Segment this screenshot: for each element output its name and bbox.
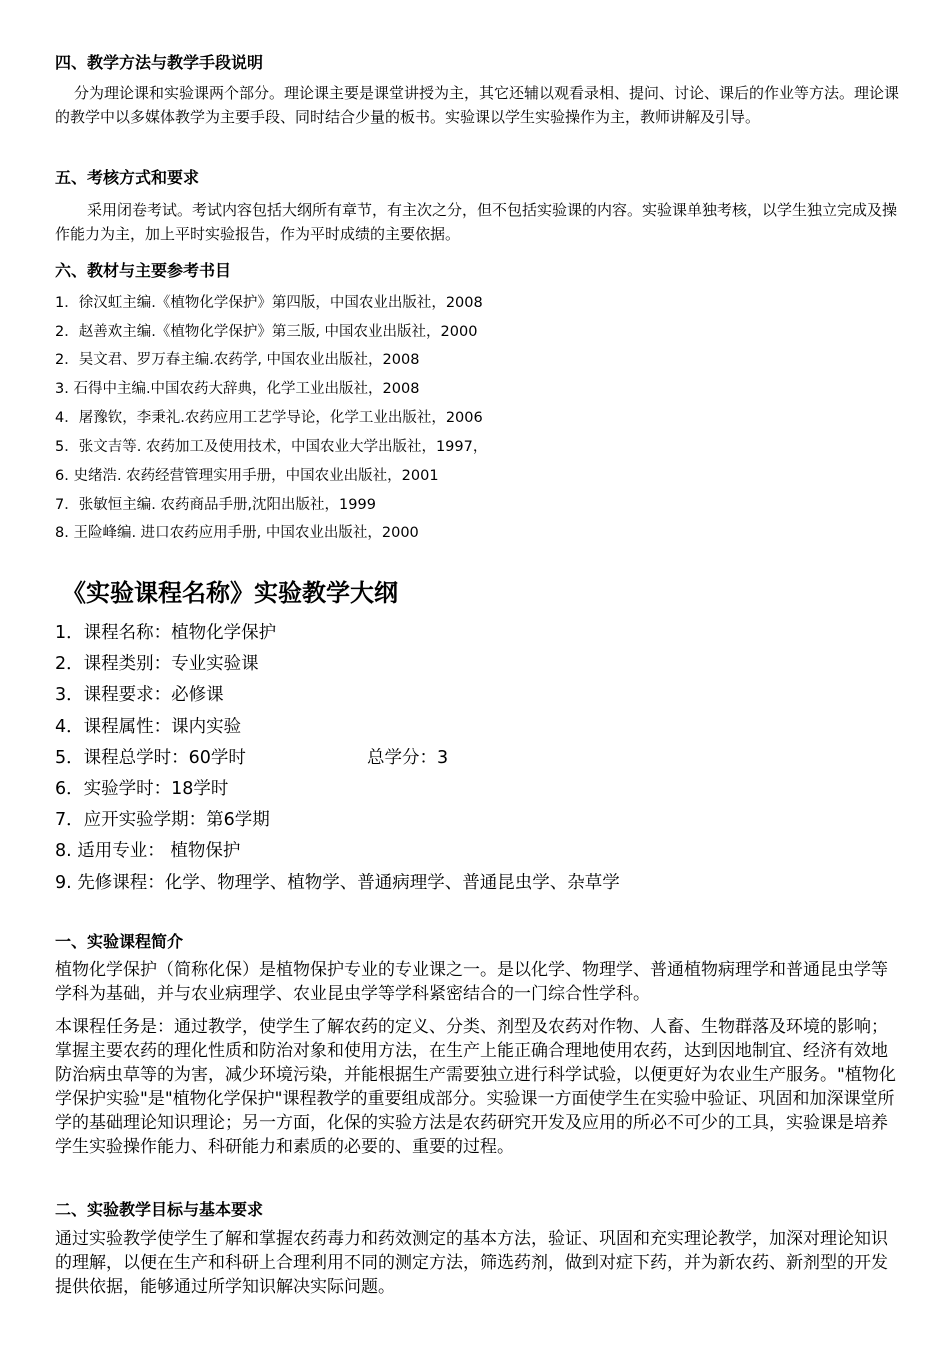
section5-paragraph: 采用闭卷考试。考试内容包括大纲所有章节，有主次之分，但不包括实验课的内容。实验课单独考核，以学生独立完成及操作能力为主，加上平时实验报告，作为平时成绩的主要依据。 [55,201,898,243]
outline-item: 7．应开实验学期：第6学期 [55,810,270,830]
lab-section1-paragraph1: 植物化学保护（简称化保）是植物保护专业的专业课之一。是以化学、物理学、普通植物病理学和普通昆虫学等学科为基础，并与农业病理学、农业昆虫学等学科紧密结合的一门综合性学科。 [55,960,888,1004]
outline-item: 6．实验学时：18学时 [55,779,229,799]
reference-item: 2．吴文君、罗万春主编.农药学, 中国农业出版社，2008 [55,352,420,368]
lab-outline-title: 《实验课程名称》实验教学大纲 [62,579,398,607]
reference-item: 7．张敏恒主编. 农药商品手册,沈阳出版社，1999 [55,497,376,513]
section6-heading: 六、教材与主要参考书目 [55,261,232,280]
outline-item: 3．课程要求：必修课 [55,685,224,705]
section4-paragraph: 分为理论课和实验课两个部分。理论课主要是课堂讲授为主，其它还辅以观看录相、提问、讨论、课后的作业等方法。理论课的教学中以多媒体教学为主要手段、同时结合少量的板书。实验课以学生实验操作为主，教师讲解及引导。 [55,84,900,126]
reference-item: 1．徐汉虹主编.《植物化学保护》第四版，中国农业出版社，2008 [55,295,483,311]
total-credits: 总学分：3 [367,748,449,768]
section4-heading: 四、教学方法与教学手段说明 [55,53,264,72]
reference-item: 4．屠豫钦，李秉礼.农药应用工艺学导论，化学工业出版社，2006 [55,410,483,426]
reference-item: 8. 王险峰编. 进口农药应用手册, 中国农业出版社，2000 [55,525,419,541]
reference-item: 2．赵善欢主编.《植物化学保护》第三版, 中国农业出版社，2000 [55,324,478,340]
outline-item-hours-row [55,744,555,769]
outline-item: 9. 先修课程：化学、物理学、植物学、普通病理学、普通昆虫学、杂草学 [55,873,620,893]
lab-section2-paragraph: 通过实验教学使学生了解和掌握农药毒力和药效测定的基本方法，验证、巩固和充实理论教学，加深对理论知识的理解，以便在生产和科研上合理利用不同的测定方法，筛选药剂，做到对症下药，并为新农药、新剂型的开发提供依据，能够通过所学知识解决实际问题。 [55,1229,888,1297]
reference-item: 5．张文吉等. 农药加工及使用技术，中国农业大学出版社，1997， [55,439,488,455]
reference-item: 6. 史绪浩. 农药经营管理实用手册，中国农业出版社，2001 [55,468,439,484]
section5-heading: 五、考核方式和要求 [55,168,200,187]
outline-item: 1．课程名称：植物化学保护 [55,623,277,643]
reference-item: 3. 石得中主编.中国农药大辞典，化学工业出版社，2008 [55,381,420,397]
outline-item: 8. 适用专业： 植物保护 [55,841,241,861]
outline-item: 5．课程总学时：60学时 [55,748,246,768]
lab-section1-paragraph2: 本课程任务是：通过教学，使学生了解农药的定义、分类、剂型及农药对作物、人畜、生物群落及环境的影响；掌握主要农药的理化性质和防治对象和使用方法，在生产上能正确合理地使用农药，达到因地制宜、经济有效地防治病虫草等的为害，减少环境污染，并能根据生产需要独立进行科学试验，以便更好为农业生产服务。"植物化学保护实验"是"植物化学保护"课程教学的重要组成部分。实验课一方面使学生在实验中验证、巩固和加深课堂所学的基础理论知识理论；另一方面，化保的实验方法是农药研究开发及应用的所必不可少的工具，实验课是培养学生实验操作能力、科研能力和素质的必要的、重要的过程。 [55,1017,896,1157]
outline-item: 4．课程属性：课内实验 [55,717,242,737]
lab-section1-heading: 一、实验课程简介 [55,932,184,951]
lab-section2-heading: 二、实验教学目标与基本要求 [55,1200,264,1219]
outline-item: 2．课程类别：专业实验课 [55,654,259,674]
